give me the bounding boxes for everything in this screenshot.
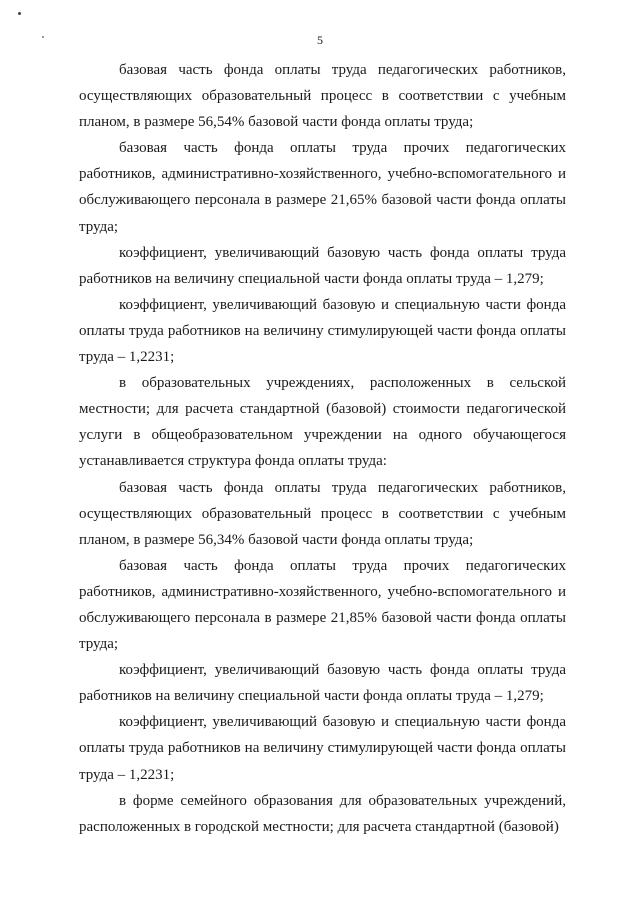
paragraph: коэффициент, увеличивающий базовую и специальную части фонда оплаты труда работников на величину стимулирующей части фонда оплаты труда – 1,2231; [79,296,566,366]
paragraph: в образовательных учреждениях, расположенных в сельской местности; для расчета стандартной (базовой) стоимости педагогической услуги в общеобразовательном учреждении на одного обучающегося устанавливается структура фонда оплаты труда: [79,375,566,470]
paragraph: базовая часть фонда оплаты труда прочих педагогических работников, административно-хозяйственного, учебно-вспомогательного и обслуживающего персонала в размере 21,85% базовой части фонда оплаты труда; [79,557,566,653]
paragraph: коэффициент, увеличивающий базовую и специальную части фонда оплаты труда работников на величину стимулирующей части фонда оплаты труда – 1,2231; [79,714,566,783]
paragraph: коэффициент, увеличивающий базовую часть фонда оплаты труда работников на величину специальной части фонда оплаты труда – 1,279; [79,244,566,287]
document-body [79,57,566,840]
paragraph: базовая часть фонда оплаты труда прочих педагогических работников, административно-хозяйственного, учебно-вспомогательного и обслуживающего персонала в размере 21,65% базовой части фонда оплаты труда; [79,140,566,235]
scan-speck [18,12,21,15]
page-number: 5 [317,33,323,47]
paragraph: коэффициент, увеличивающий базовую часть фонда оплаты труда работников на величину специальной части фонда оплаты труда – 1,279; [79,662,566,705]
paragraph: в форме семейного образования для образовательных учреждений, расположенных в городской местности; для расчета стандартной (базовой) [79,792,566,835]
paragraph: базовая часть фонда оплаты труда педагогических работников, осуществляющих образовательный процесс в соответствии с учебным планом, в размере 56,54% базовой части фонда оплаты труда; [79,62,566,131]
paragraph: базовая часть фонда оплаты труда педагогических работников, осуществляющих образовательный процесс в соответствии с учебным планом, в размере 56,34% базовой части фонда оплаты труда; [79,479,566,548]
